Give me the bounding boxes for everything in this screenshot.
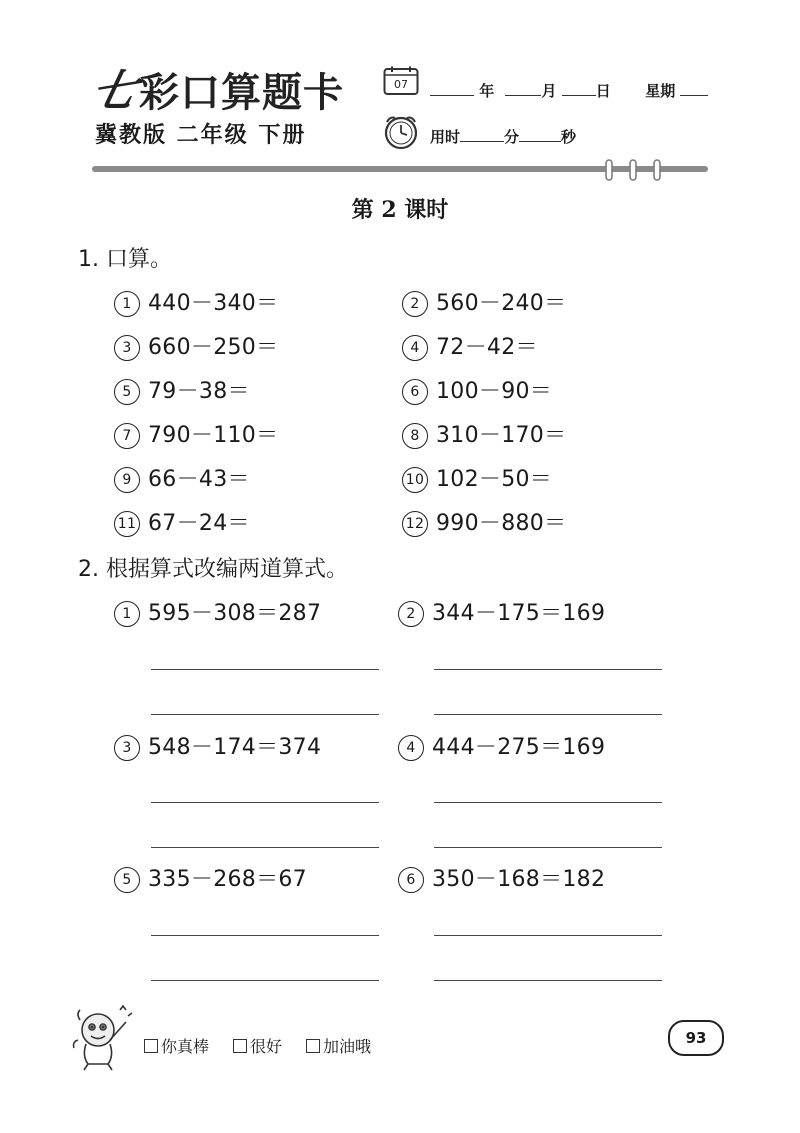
rating-label: 加油哦 xyxy=(323,1037,372,1056)
problem-number: 6 xyxy=(402,379,428,405)
rating-checkbox[interactable] xyxy=(306,1039,320,1053)
problem-number: 5 xyxy=(114,867,140,893)
rewrite-problem-6 xyxy=(398,862,605,893)
section-1-heading: 1. 口算。 xyxy=(78,247,172,272)
problem-number: 1 xyxy=(114,291,140,317)
weekday-blank[interactable] xyxy=(680,81,708,96)
problem-text: 548－174＝374 xyxy=(148,735,322,760)
brand-logo-rest: 彩口算题卡 xyxy=(139,69,344,116)
problem-text: 102－50＝ xyxy=(436,467,553,492)
answer-line[interactable] xyxy=(434,847,662,848)
rewrite-problem-2 xyxy=(398,596,605,627)
answer-line[interactable] xyxy=(151,714,379,715)
problem-text: 100－90＝ xyxy=(436,379,553,404)
clock-icon xyxy=(381,114,421,150)
edition-label: 冀教版 二年级 下册 xyxy=(95,123,307,148)
answer-line[interactable] xyxy=(434,802,662,803)
answer-line[interactable] xyxy=(151,802,379,803)
second-label: 秒 xyxy=(561,128,577,146)
problem-text: 79－38＝ xyxy=(148,379,250,404)
problem-number: 8 xyxy=(402,423,428,449)
problem-number: 4 xyxy=(402,335,428,361)
month-label: 月 xyxy=(541,82,557,100)
time-row xyxy=(430,126,576,147)
problem-number: 6 xyxy=(398,867,424,893)
problem-number: 11 xyxy=(114,511,140,537)
answer-line[interactable] xyxy=(151,669,379,670)
weekday-label: 星期 xyxy=(645,82,676,100)
answer-line[interactable] xyxy=(151,980,379,981)
problem-text: 595－308＝287 xyxy=(148,601,322,626)
rewrite-problem-4 xyxy=(398,730,605,761)
rating-checkbox[interactable] xyxy=(144,1039,158,1053)
problem-text: 72－42＝ xyxy=(436,335,538,360)
problem-number: 4 xyxy=(398,735,424,761)
section-2-heading: 2. 根据算式改编两道算式。 xyxy=(78,557,348,582)
calendar-number: 07 xyxy=(394,78,408,91)
problem-number: 5 xyxy=(114,379,140,405)
oral-problem-8 xyxy=(402,418,566,449)
oral-problem-9 xyxy=(114,462,250,493)
oral-problem-3 xyxy=(114,330,278,361)
rating-checkbox[interactable] xyxy=(233,1039,247,1053)
problem-number: 2 xyxy=(398,601,424,627)
answer-line[interactable] xyxy=(434,935,662,936)
problem-text: 560－240＝ xyxy=(436,291,567,316)
brand-logo xyxy=(86,66,362,118)
month-blank[interactable] xyxy=(505,81,541,96)
problem-number: 12 xyxy=(402,511,428,537)
problem-number: 3 xyxy=(114,735,140,761)
rating-label: 你真棒 xyxy=(161,1037,210,1056)
answer-line[interactable] xyxy=(434,980,662,981)
second-blank[interactable] xyxy=(519,127,561,142)
oral-problem-4 xyxy=(402,330,538,361)
rating-label: 很好 xyxy=(250,1037,283,1056)
problem-text: 350－168＝182 xyxy=(432,867,606,892)
problem-text: 440－340＝ xyxy=(148,291,279,316)
oral-problem-11 xyxy=(114,506,250,537)
answer-line[interactable] xyxy=(151,847,379,848)
oral-problem-6 xyxy=(402,374,552,405)
calendar-icon xyxy=(383,66,419,96)
answer-line[interactable] xyxy=(151,935,379,936)
problem-number: 10 xyxy=(402,467,428,493)
problem-number: 1 xyxy=(114,601,140,627)
page-number: 93 xyxy=(668,1020,724,1056)
problem-text: 790－110＝ xyxy=(148,423,279,448)
rating-keep-going[interactable] xyxy=(306,1034,371,1057)
problem-text: 67－24＝ xyxy=(148,511,250,536)
day-blank[interactable] xyxy=(562,81,596,96)
problem-text: 990－880＝ xyxy=(436,511,567,536)
rewrite-problem-1 xyxy=(114,596,321,627)
lesson-title: 第 2 课时 xyxy=(351,197,449,223)
minute-label: 分 xyxy=(504,128,520,146)
problem-number: 9 xyxy=(114,467,140,493)
rewrite-problem-3 xyxy=(114,730,321,761)
date-row xyxy=(430,80,708,101)
problem-text: 344－175＝169 xyxy=(432,601,606,626)
rewrite-problem-5 xyxy=(114,862,307,893)
problem-text: 660－250＝ xyxy=(148,335,279,360)
oral-problem-5 xyxy=(114,374,250,405)
problem-number: 2 xyxy=(402,291,428,317)
rating-great[interactable] xyxy=(144,1034,209,1057)
problem-text: 310－170＝ xyxy=(436,423,567,448)
day-label: 日 xyxy=(595,82,611,100)
oral-problem-7 xyxy=(114,418,278,449)
oral-problem-1 xyxy=(114,286,278,317)
rating-good[interactable] xyxy=(233,1034,282,1057)
oral-problem-2 xyxy=(402,286,566,317)
year-blank[interactable] xyxy=(430,81,474,96)
problem-text: 335－268＝67 xyxy=(148,867,307,892)
minute-blank[interactable] xyxy=(460,127,504,142)
mascot-icon xyxy=(70,1000,140,1072)
oral-problem-12 xyxy=(402,506,566,537)
answer-line[interactable] xyxy=(434,714,662,715)
problem-text: 444－275＝169 xyxy=(432,735,606,760)
problem-number: 3 xyxy=(114,335,140,361)
problem-number: 7 xyxy=(114,423,140,449)
brand-logo-first-char: 七 xyxy=(86,66,143,117)
answer-line[interactable] xyxy=(434,669,662,670)
year-label: 年 xyxy=(479,82,495,100)
time-label: 用时 xyxy=(430,128,461,146)
binder-rings-icon xyxy=(600,158,670,184)
problem-text: 66－43＝ xyxy=(148,467,250,492)
oral-problem-10 xyxy=(402,462,552,493)
